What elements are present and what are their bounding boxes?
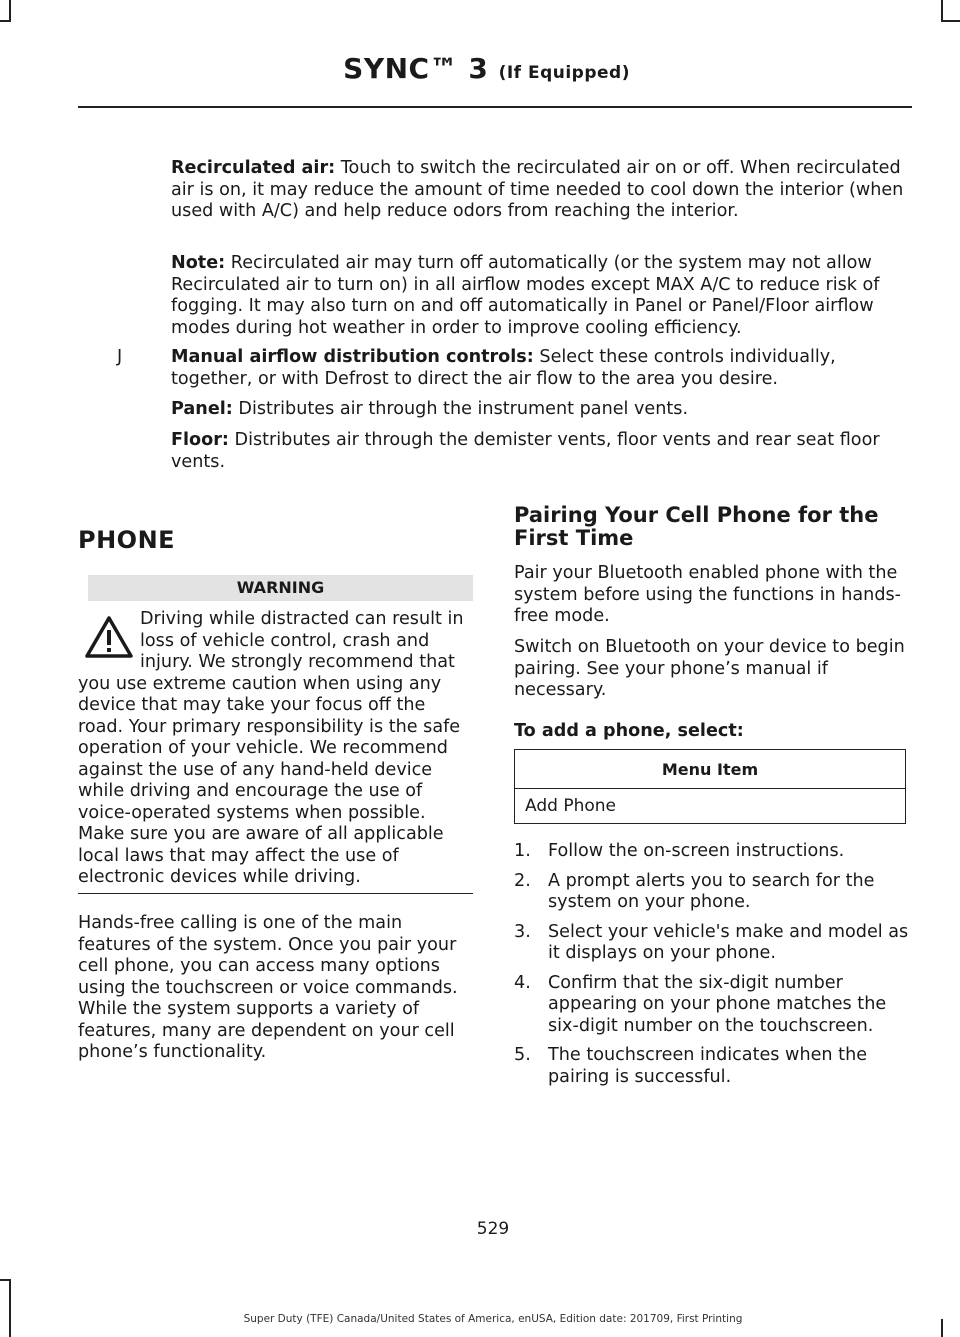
recirculated-air-text: Touch to switch the recirculated air on or off. When recirculated air is on, it may reduce the amount of time needed to cool down the interior (when used with A/C) and help reduce odors from reaching the interior. [171, 158, 904, 221]
floor-paragraph [171, 430, 907, 473]
table-header-menu-item: Menu Item [515, 750, 906, 789]
item-label-j: J [117, 347, 123, 367]
crop-mark-top-right-v [941, 0, 943, 22]
table-header-row [515, 750, 906, 789]
note-text: Recirculated air may turn off automatically (or the system may not allow Recirculated air to turn on) in all airflow modes except MAX A/C to reduce risk of fogging. It may also turn on and off automatically in Panel or Panel/Floor airflow modes during hot weather in order to improve cooling efficiency. [171, 253, 880, 338]
recirculated-air-term: Recirculated air: [171, 158, 336, 178]
step-text: The touchscreen indicates when the pairing is successful. [548, 1045, 868, 1087]
step-text: A prompt alerts you to search for the system on your phone. [548, 870, 875, 912]
warning-triangle-icon [84, 615, 134, 659]
step-text: Follow the on-screen instructions. [548, 841, 845, 861]
step-number: 4. [514, 972, 531, 993]
pairing-steps-list [514, 841, 910, 1096]
crop-mark-bottom-left-v [9, 1279, 11, 1337]
note-term: Note: [171, 253, 226, 273]
header-subtitle: (If Equipped) [498, 63, 630, 83]
step-number: 1. [514, 841, 531, 861]
pairing-heading: Pairing Your Cell Phone for the First Time [514, 503, 879, 550]
table-cell-add-phone: Add Phone [515, 789, 906, 824]
crop-mark-top-left-h [0, 20, 11, 22]
list-item [514, 1045, 910, 1088]
floor-term: Floor: [171, 430, 229, 450]
table-row [515, 789, 906, 824]
header-rule [78, 106, 912, 108]
recirculated-air-paragraph [171, 158, 907, 223]
crop-mark-bottom-left-h [0, 1279, 11, 1281]
floor-text: Distributes air through the demister vents, floor vents and rear seat floor vents. [171, 430, 880, 472]
panel-term: Panel: [171, 399, 233, 419]
list-item [514, 841, 910, 863]
list-item [514, 871, 910, 914]
running-header [343, 52, 630, 85]
panel-paragraph [171, 399, 907, 421]
manual-airflow-text: Select these controls individually, together, or with Defrost to direct the air flow to the area you desire. [171, 347, 836, 389]
pairing-paragraph-1: Pair your Bluetooth enabled phone with the system before using the functions in hands-free mode. [514, 563, 902, 626]
to-add-phone-label: To add a phone, select: [514, 721, 744, 741]
list-item [514, 973, 910, 1038]
manual-airflow-paragraph [171, 347, 907, 390]
menu-item-table [514, 749, 906, 824]
warning-text: Driving while distracted can result in loss of vehicle control, crash and injury. We strongly recommend that you use extreme caution when using any device that may take your focus off the road. Your primary responsibility is the safe operation of your vehicle. We recommend against the use of any hand-held device while driving and encourage the use of voice-operated systems when possible. Make sure you are aware of all applicable local laws that may affect the use of electronic devices while driving. [78, 609, 464, 887]
page-number: 529 [476, 1219, 510, 1239]
footer-edition-info: Super Duty (TFE) Canada/United States of America, enUSA, Edition date: 201709, First Printing [243, 1313, 743, 1325]
header-title: SYNC™ 3 [343, 52, 489, 85]
crop-mark-top-left-v [9, 0, 11, 22]
warning-bottom-rule [78, 893, 473, 894]
step-text: Confirm that the six-digit number appearing on your phone matches the six-digit number on the touchscreen. [548, 972, 887, 1036]
panel-text: Distributes air through the instrument panel vents. [232, 399, 689, 419]
step-text: Select your vehicle's make and model as it displays on your phone. [548, 921, 909, 963]
warning-box [78, 609, 473, 889]
list-item [514, 922, 910, 965]
step-number: 3. [514, 921, 531, 942]
manual-airflow-term: Manual airflow distribution controls: [171, 347, 534, 367]
pairing-paragraph-2: Switch on Bluetooth on your device to begin pairing. See your phone’s manual if necessary. [514, 637, 905, 700]
note-paragraph [171, 253, 907, 339]
phone-heading: PHONE [78, 526, 176, 554]
hands-free-paragraph: Hands-free calling is one of the main features of the system. Once you pair your cell phone, you can access many options using the touchscreen or voice commands. While the system supports a variety of features, many are dependent on your cell phone’s functionality. [78, 913, 458, 1062]
crop-mark-top-right-h [941, 20, 960, 22]
step-number: 5. [514, 1045, 531, 1065]
warning-label: WARNING [88, 575, 473, 601]
step-number: 2. [514, 870, 531, 891]
